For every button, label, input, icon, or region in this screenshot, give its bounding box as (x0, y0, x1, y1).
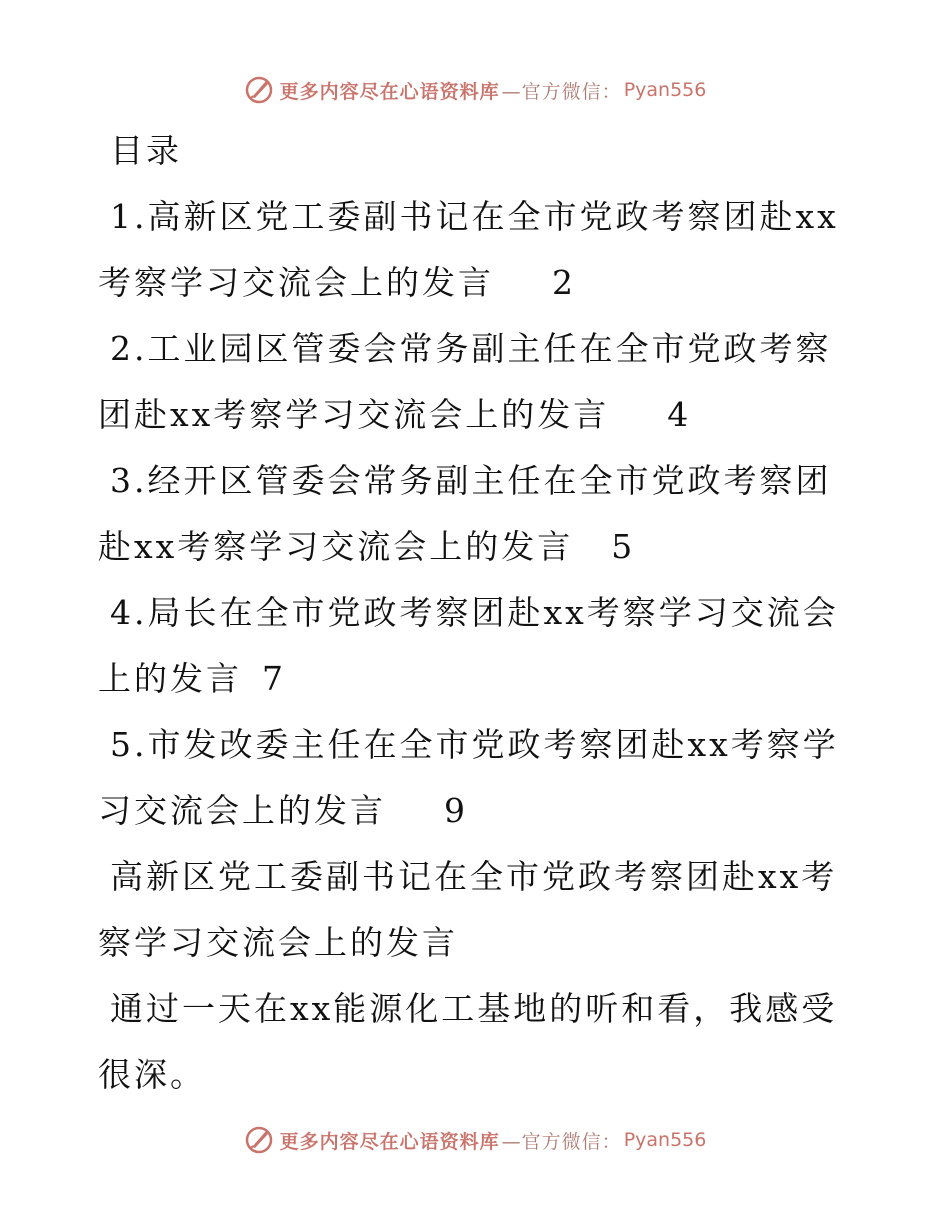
article-title: 高新区党工委副书记在全市党政考察团赴xx考察学习交流会上的发言 (98, 857, 838, 962)
watermark-sub-text: —官方微信： (501, 80, 622, 103)
quill-logo-icon (244, 1125, 274, 1155)
toc-item-page: 5 (611, 527, 636, 566)
article-paragraph: 通过一天在xx能源化工基地的听和看，我感受很深。 (98, 989, 838, 1094)
toc-item-page: 7 (262, 659, 286, 698)
watermark-main-text: 更多内容尽在心语资料库 (279, 80, 500, 103)
toc-item-page: 9 (444, 791, 468, 830)
toc-item-5[interactable] (98, 712, 850, 844)
toc-heading: 目录 (110, 131, 182, 170)
watermark-sub-text: —官方微信： (501, 1130, 622, 1153)
toc-item-text: 5.市发改委主任在全市党政考察团赴xx考察学习交流会上的发言 (98, 725, 839, 830)
watermark-banner-bottom (0, 1120, 950, 1160)
watermark-banner-top (0, 70, 950, 110)
toc-item-2[interactable] (98, 316, 850, 448)
quill-logo-icon (244, 75, 274, 105)
toc-item-3[interactable] (98, 448, 850, 580)
toc-item-text: 2.工业园区管委会常务副主任在全市党政考察团赴xx考察学习交流会上的发言 (98, 329, 832, 434)
toc-item-4[interactable] (98, 580, 850, 712)
watermark-id-text: Pyan556 (623, 79, 707, 101)
watermark-id-text: Pyan556 (623, 1129, 707, 1151)
toc-item-text: 1.高新区党工委副书记在全市党政考察团赴xx考察学习交流会上的发言 (98, 197, 839, 302)
toc-item-text: 3.经开区管委会常务副主任在全市党政考察团赴xx考察学习交流会上的发言 (98, 461, 832, 566)
watermark-main-text: 更多内容尽在心语资料库 (279, 1130, 500, 1153)
toc-item-1[interactable] (98, 184, 850, 316)
document-body (98, 118, 850, 1108)
toc-item-page: 4 (667, 395, 692, 434)
toc-item-page: 2 (552, 263, 576, 302)
toc-item-text: 4.局长在全市党政考察团赴xx考察学习交流会上的发言 (98, 593, 839, 698)
